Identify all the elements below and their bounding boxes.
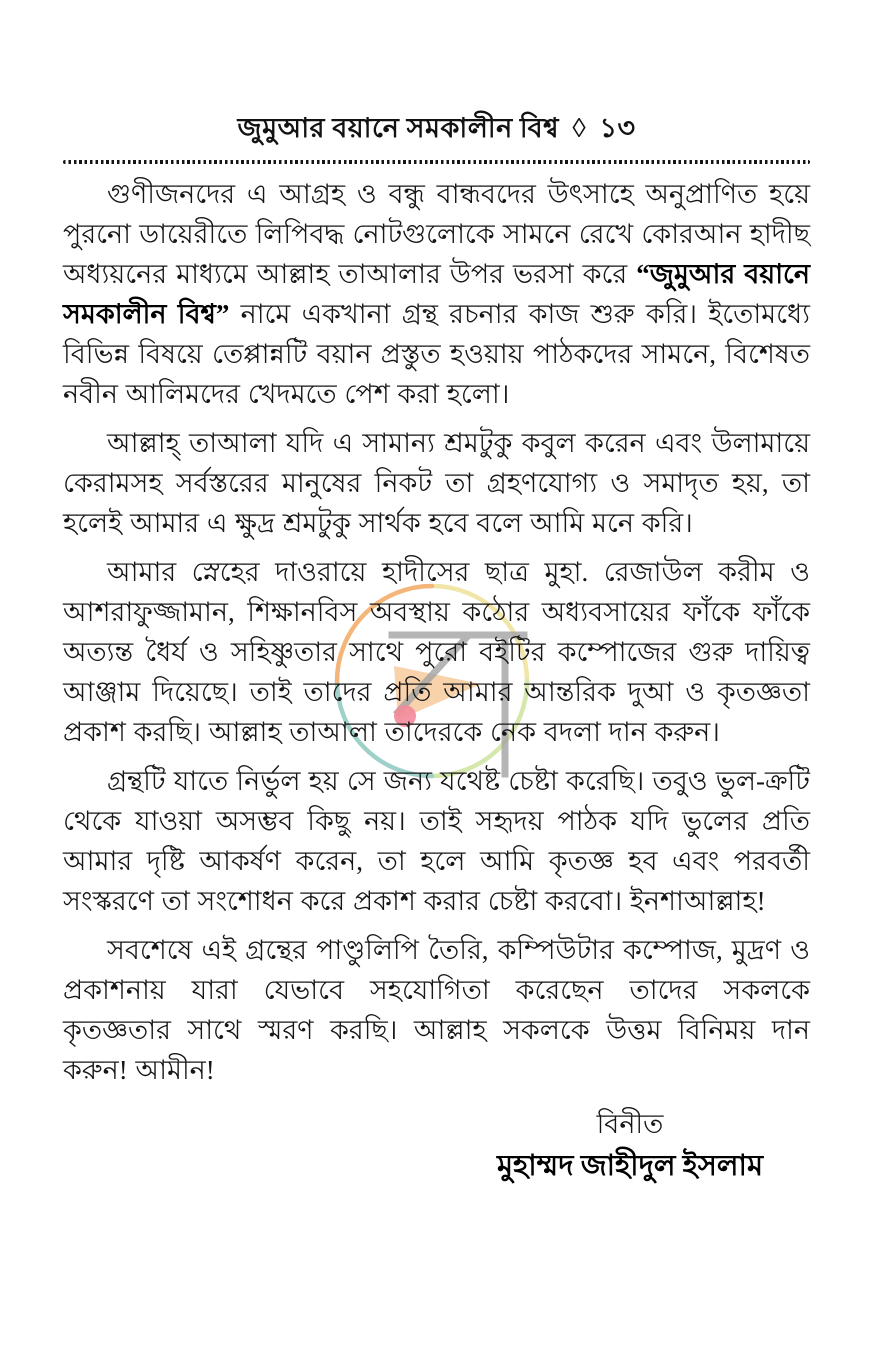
paragraph-1 (63, 174, 810, 414)
paragraph-3: আমার স্নেহের দাওরায়ে হাদীসের ছাত্র মুহা. রেজাউল করীম ও আশরাফুজ্জামান, শিক্ষানবিস অবস্থায় কঠোর অধ্যবসায়ের ফাঁকে ফাঁকে অত্যন্ত ধৈর্য ও সহিষ্ণুতার সাথে পুরো বইটির কম্পোজের গুরু দায়িত্ব আঞ্জাম দিয়েছে। তাই তাদের প্রতি আমার আন্তরিক দুআ ও কৃতজ্ঞতা প্রকাশ করছি। আল্লাহ তাআলা তাদেরকে নেক বদলা দান করুন। (63, 557, 810, 747)
running-head (63, 108, 810, 153)
preface-text (63, 174, 810, 1090)
book-title-bold: “জুমুআর বয়ানে সমকালীন বিশ্ব” (63, 259, 810, 329)
paragraph-1-text-after: নামে একখানা গ্রন্থ রচনার কাজ শুরু করি। ইতোমধ্যে বিভিন্ন বিষয়ে তেপ্পান্নটি বয়ান প্রস্তুত হওয়ায় পাঠকদের সামনে, বিশেষত নবীন আলিমদের খেদমতে পেশ করা হলো। (63, 299, 810, 409)
signature-salutation: বিনীত (596, 1109, 664, 1139)
paragraph-5: সবশেষে এই গ্রন্থের পাণ্ডুলিপি তৈরি, কম্পিউটার কম্পোজ, মুদ্রণ ও প্রকাশনায় যারা যেভাবে সহযোগিতা করেছেন তাদের সকলকে কৃতজ্ঞতার সাথে স্মরণ করছি। আল্লাহ সকলকে উত্তম বিনিময় দান করুন! আমীন! (63, 935, 810, 1085)
signature-block (470, 1104, 790, 1188)
author-name: মুহাম্মদ জাহীদুল ইসলাম (496, 1150, 764, 1182)
paragraph-1-text-before: গুণীজনদের এ আগ্রহ ও বন্ধু বান্ধবদের উৎসাহে অনুপ্রাণিত হয়ে পুরনো ডায়েরীতে লিপিবদ্ধ নোটগুলোকে সামনে রেখে কোরআন হাদীছ অধ্যয়নের মাধ্যমে আল্লাহ তাআলার উপর ভরসা করে (63, 179, 810, 289)
page-number: ১৩ (599, 113, 636, 143)
dotted-divider (63, 160, 810, 164)
paragraph-2: আল্লাহ্ তাআলা যদি এ সামান্য শ্রমটুকু কবুল করেন এবং উলামায়ে কেরামসহ সর্বস্তরের মানুষের নিকট তা গ্রহণযোগ্য ও সমাদৃত হয়, তা হলেই আমার এ ক্ষুদ্র শ্রমটুকু সার্থক হবে বলে আমি মনে করি। (63, 428, 810, 538)
running-head-title: জুমুআর বয়ানে সমকালীন বিশ্ব (237, 113, 560, 143)
drop-ornament-icon: ◊ (572, 113, 587, 143)
paragraph-4: গ্রন্থটি যাতে নির্ভুল হয় সে জন্য যথেষ্ট চেষ্টা করেছি। তবুও ভুল-ক্রটি থেকে যাওয়া অসম্ভব কিছু নয়। তাই সহৃদয় পাঠক যদি ভুলের প্রতি আমার দৃষ্টি আকর্ষণ করেন, তা হলে আমি কৃতজ্ঞ হব এবং পরবর্তী সংস্করণে তা সংশোধন করে প্রকাশ করার চেষ্টা করবো। ইনশাআল্লাহ! (63, 766, 810, 916)
